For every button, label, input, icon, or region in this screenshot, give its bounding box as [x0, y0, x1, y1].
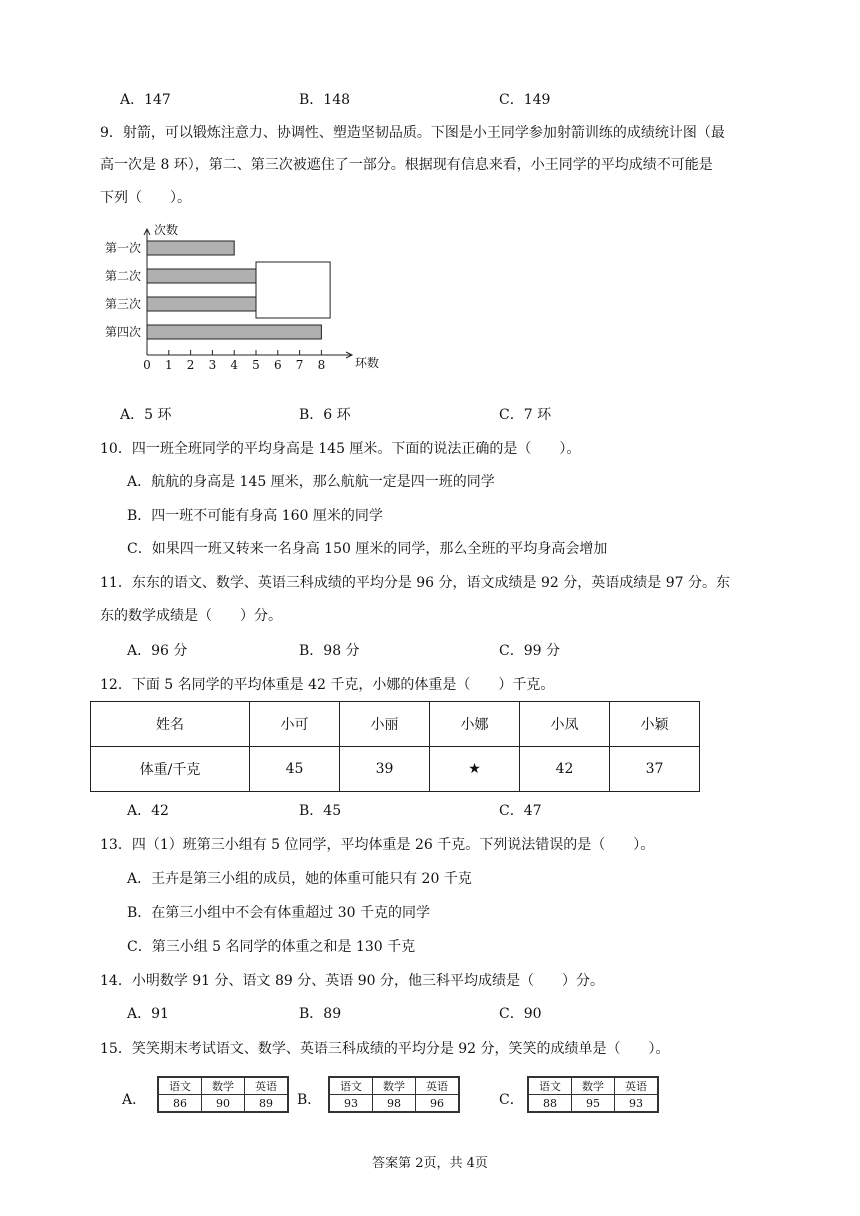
table-cell: 体重/千克 — [91, 747, 250, 792]
table-cell: 42 — [520, 747, 610, 792]
category-label: 第二次 — [104, 269, 141, 283]
x-tick-label: 4 — [230, 358, 239, 372]
category-label: 第三次 — [104, 297, 141, 311]
q10-option-a: A．航航的身高是 145 厘米，那么航航一定是四一班的同学 — [127, 474, 495, 490]
table-cell: 语文 — [330, 1078, 373, 1095]
q10-stem: 10．四一班全班同学的平均身高是 145 厘米。下面的说法正确的是（ ）。 — [100, 441, 581, 457]
x-tick-label: 6 — [273, 358, 282, 372]
q10-option-c: C．如果四一班又转来一名身高 150 厘米的同学，那么全班的平均身高会增加 — [127, 541, 608, 557]
q15-score-table-a — [157, 1076, 289, 1113]
x-tick-label: 0 — [143, 358, 151, 372]
q10-option-b: B．四一班不可能有身高 160 厘米的同学 — [127, 508, 383, 524]
q12-option-b: B．45 — [299, 803, 342, 819]
q11-option-b: B．98 分 — [299, 643, 360, 659]
x-axis-label: 环数 — [355, 356, 380, 370]
q15-option-c-label: C． — [499, 1092, 524, 1108]
table-cell: 小凤 — [520, 702, 610, 747]
table-cell: 39 — [340, 747, 430, 792]
q15-stem: 15．笑笑期末考试语文、数学、英语三科成绩的平均分是 92 分，笑笑的成绩单是（ ）。 — [100, 1041, 670, 1057]
q13-option-a: A．王卉是第三小组的成员，她的体重可能只有 20 千克 — [127, 871, 472, 887]
x-tick-label: 7 — [295, 358, 304, 372]
q12-header-row — [91, 702, 700, 747]
table-cell: 93 — [615, 1095, 658, 1112]
q9-stem-line-2: 高一次是 8 环），第二、第三次被遮住了一部分。根据现有信息来看，小王同学的平均成绩不可能是 — [100, 157, 713, 173]
table-cell: 英语 — [245, 1078, 288, 1095]
table-cell: 小颖 — [610, 702, 700, 747]
y-axis-label: 次数 — [154, 223, 179, 237]
x-tick-label: 8 — [317, 358, 326, 372]
table-cell: 98 — [373, 1095, 416, 1112]
q15-option-b-label: B． — [297, 1092, 322, 1108]
q12-weight-row — [91, 747, 700, 792]
table-cell: 英语 — [416, 1078, 459, 1095]
q13-stem: 13．四（1）班第三小组有 5 位同学，平均体重是 26 千克。下列说法错误的是（ ）。 — [100, 837, 655, 853]
table-cell: 姓名 — [91, 702, 250, 747]
bar — [147, 297, 256, 311]
table-cell: 93 — [330, 1095, 373, 1112]
table-cell: 95 — [572, 1095, 615, 1112]
table-cell: 90 — [202, 1095, 245, 1112]
table-cell: 89 — [245, 1095, 288, 1112]
q15-score-table-c — [527, 1076, 659, 1113]
table-cell: 小丽 — [340, 702, 430, 747]
table-cell: 数学 — [202, 1078, 245, 1095]
q8-option-b: B．148 — [299, 92, 351, 108]
x-tick-label: 1 — [164, 358, 173, 372]
q13-option-c: C．第三小组 5 名同学的体重之和是 130 千克 — [127, 939, 416, 955]
q13-option-b: B．在第三小组中不会有体重超过 30 千克的同学 — [127, 905, 431, 921]
q15-score-table-b — [328, 1076, 460, 1113]
table-cell: 语文 — [529, 1078, 572, 1095]
q14-option-c: C．90 — [499, 1006, 542, 1022]
x-tick-label: 2 — [186, 358, 195, 372]
q11-stem-line-2: 东的数学成绩是（ ）分。 — [100, 608, 282, 624]
table-cell: 86 — [159, 1095, 202, 1112]
table-cell: 小可 — [250, 702, 340, 747]
q8-option-c: C．149 — [499, 92, 551, 108]
q11-stem-line-1: 11．东东的语文、数学、英语三科成绩的平均分是 96 分，语文成绩是 92 分，英语成绩是 97 分。东 — [100, 575, 730, 591]
q11-option-a: A．96 分 — [127, 643, 188, 659]
q12-stem: 12．下面 5 名同学的平均体重是 42 千克，小娜的体重是（ ）千克。 — [100, 677, 555, 693]
table-cell: 45 — [250, 747, 340, 792]
q9-option-b: B．6 环 — [299, 407, 351, 423]
cover-box — [256, 262, 330, 318]
q9-bar-chart — [90, 215, 380, 385]
q9-option-a: A．5 环 — [120, 407, 172, 423]
table-cell: 96 — [416, 1095, 459, 1112]
q14-option-b: B．89 — [299, 1006, 342, 1022]
table-cell: 88 — [529, 1095, 572, 1112]
bar — [147, 269, 256, 283]
q12-option-a: A．42 — [127, 803, 169, 819]
table-cell: 小娜 — [430, 702, 520, 747]
table-cell: 37 — [610, 747, 700, 792]
table-cell: 语文 — [159, 1078, 202, 1095]
category-label: 第四次 — [104, 325, 141, 339]
q14-stem: 14．小明数学 91 分、语文 89 分、英语 90 分，他三科平均成绩是（ ）分。 — [100, 973, 604, 989]
table-cell: 数学 — [572, 1078, 615, 1095]
q14-option-a: A．91 — [127, 1006, 169, 1022]
q8-option-a: A．147 — [120, 92, 171, 108]
q9-stem-line-1: 9．射箭，可以锻炼注意力、协调性、塑造坚韧品质。下图是小王同学参加射箭训练的成绩统计图（最 — [100, 125, 725, 141]
star-icon: ★ — [430, 747, 520, 792]
x-tick-label: 3 — [208, 358, 217, 372]
q9-stem-line-3: 下列（ ）。 — [100, 190, 191, 206]
q12-option-c: C．47 — [499, 803, 542, 819]
bar — [147, 325, 321, 339]
table-cell: 英语 — [615, 1078, 658, 1095]
q12-weight-table — [90, 701, 700, 792]
q11-option-c: C．99 分 — [499, 643, 560, 659]
page-footer: 答案第 2页，共 4页 — [372, 1156, 488, 1171]
x-tick-label: 5 — [252, 358, 260, 372]
q15-option-a-label: A． — [122, 1092, 147, 1108]
category-label: 第一次 — [104, 241, 141, 255]
q9-option-c: C．7 环 — [499, 407, 552, 423]
bar — [147, 241, 234, 255]
table-cell: 数学 — [373, 1078, 416, 1095]
